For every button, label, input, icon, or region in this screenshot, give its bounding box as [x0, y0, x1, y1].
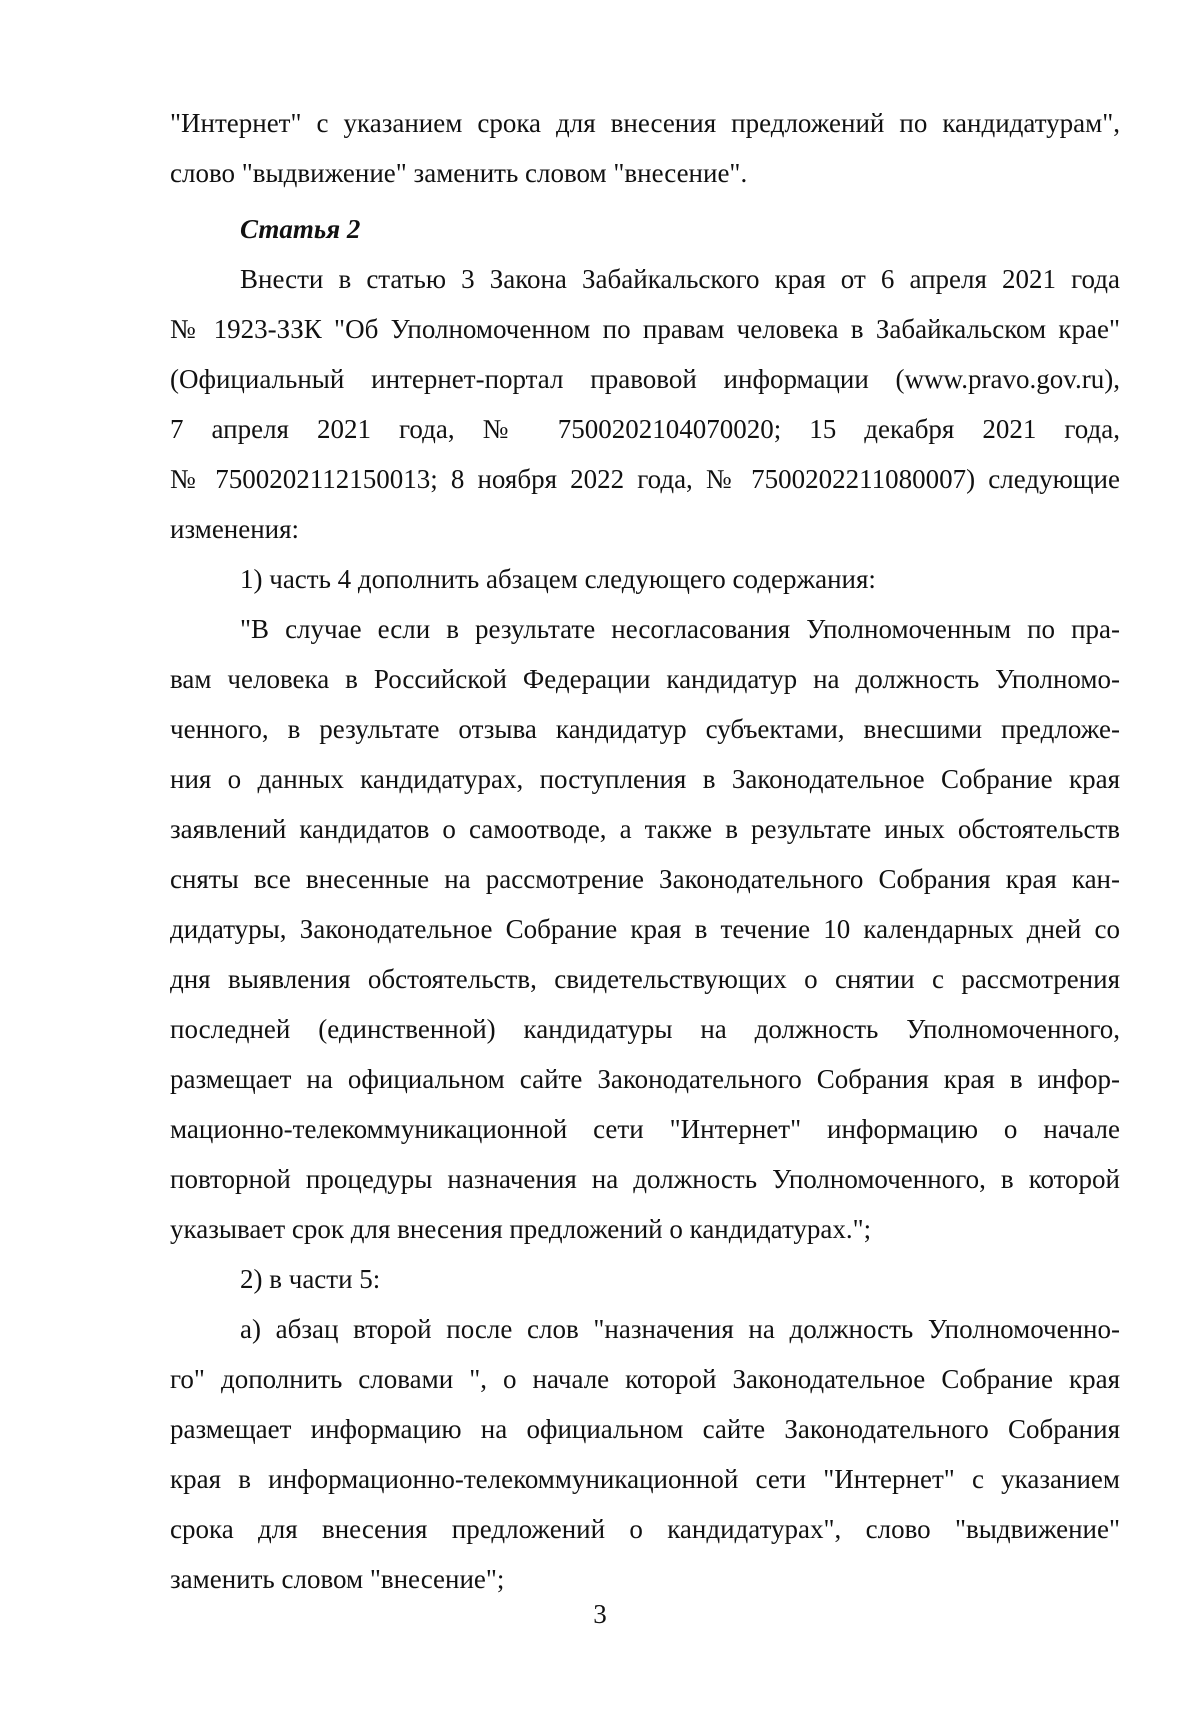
article-heading: Статья 2: [240, 214, 361, 244]
paragraph-line: № 7500202112150013; 8 ноября 2022 года, № 7500202211080007) следующие: [170, 464, 1120, 494]
quote-line: вам человека в Российской Федерации кандидатур на должность Уполномо-: [170, 664, 1120, 694]
sub-item-line: срока для внесения предложений о кандидатурах", слово "выдвижение": [170, 1514, 1120, 1544]
document-body: [170, 98, 1120, 1604]
quote-line: последней (единственной) кандидатуры на должность Уполномоченного,: [170, 1014, 1120, 1044]
paragraph-line: Внести в статью 3 Закона Забайкальского края от 6 апреля 2021 года: [240, 264, 1120, 294]
quote-line: дня выявления обстоятельств, свидетельствующих о снятии с рассмотрения: [170, 964, 1120, 994]
text-line: слово "выдвижение" заменить словом "внесение".: [170, 158, 748, 188]
paragraph-line: изменения:: [170, 514, 300, 544]
list-item-line: 2) в части 5:: [240, 1264, 381, 1294]
sub-item-line: а) абзац второй после слов "назначения на должность Уполномоченно-: [240, 1314, 1120, 1344]
quote-line: ченного, в результате отзыва кандидатур субъектами, внесшими предложе-: [170, 714, 1120, 744]
quote-line: "В случае если в результате несогласования Уполномоченным по пра-: [240, 614, 1120, 644]
sub-item-line: заменить словом "внесение";: [170, 1564, 505, 1594]
paragraph-line: № 1923-ЗЗК "Об Уполномоченном по правам человека в Забайкальском крае": [170, 314, 1120, 344]
sub-item-line: края в информационно-телекоммуникационной сети "Интернет" с указанием: [170, 1464, 1120, 1494]
paragraph-line: (Официальный интернет-портал правовой информации (www.pravo.gov.ru),: [170, 364, 1120, 394]
quote-line: дидатуры, Законодательное Собрание края в течение 10 календарных дней со: [170, 914, 1120, 944]
page-number: 3: [593, 1599, 607, 1629]
quote-line: сняты все внесенные на рассмотрение Законодательного Собрания края кан-: [170, 864, 1120, 894]
quote-line: мационно-телекоммуникационной сети "Интернет" информацию о начале: [170, 1114, 1120, 1144]
paragraph-line: 7 апреля 2021 года, № 7500202104070020; 15 декабря 2021 года,: [170, 414, 1120, 444]
list-item-line: 1) часть 4 дополнить абзацем следующего содержания:: [240, 564, 876, 594]
quote-line: указывает срок для внесения предложений о кандидатурах.";: [170, 1214, 872, 1244]
quote-line: размещает на официальном сайте Законодательного Собрания края в инфор-: [170, 1064, 1120, 1094]
sub-item-line: размещает информацию на официальном сайте Законодательного Собрания: [170, 1414, 1120, 1444]
quote-line: заявлений кандидатов о самоотводе, а также в результате иных обстоятельств: [170, 814, 1120, 844]
sub-item-line: го" дополнить словами ", о начале которой Законодательное Собрание края: [170, 1364, 1120, 1394]
quote-line: ния о данных кандидатурах, поступления в Законодательное Собрание края: [170, 764, 1120, 794]
text-line: "Интернет" с указанием срока для внесения предложений по кандидатурам",: [170, 108, 1120, 138]
quote-line: повторной процедуры назначения на должность Уполномоченного, в которой: [170, 1164, 1120, 1194]
